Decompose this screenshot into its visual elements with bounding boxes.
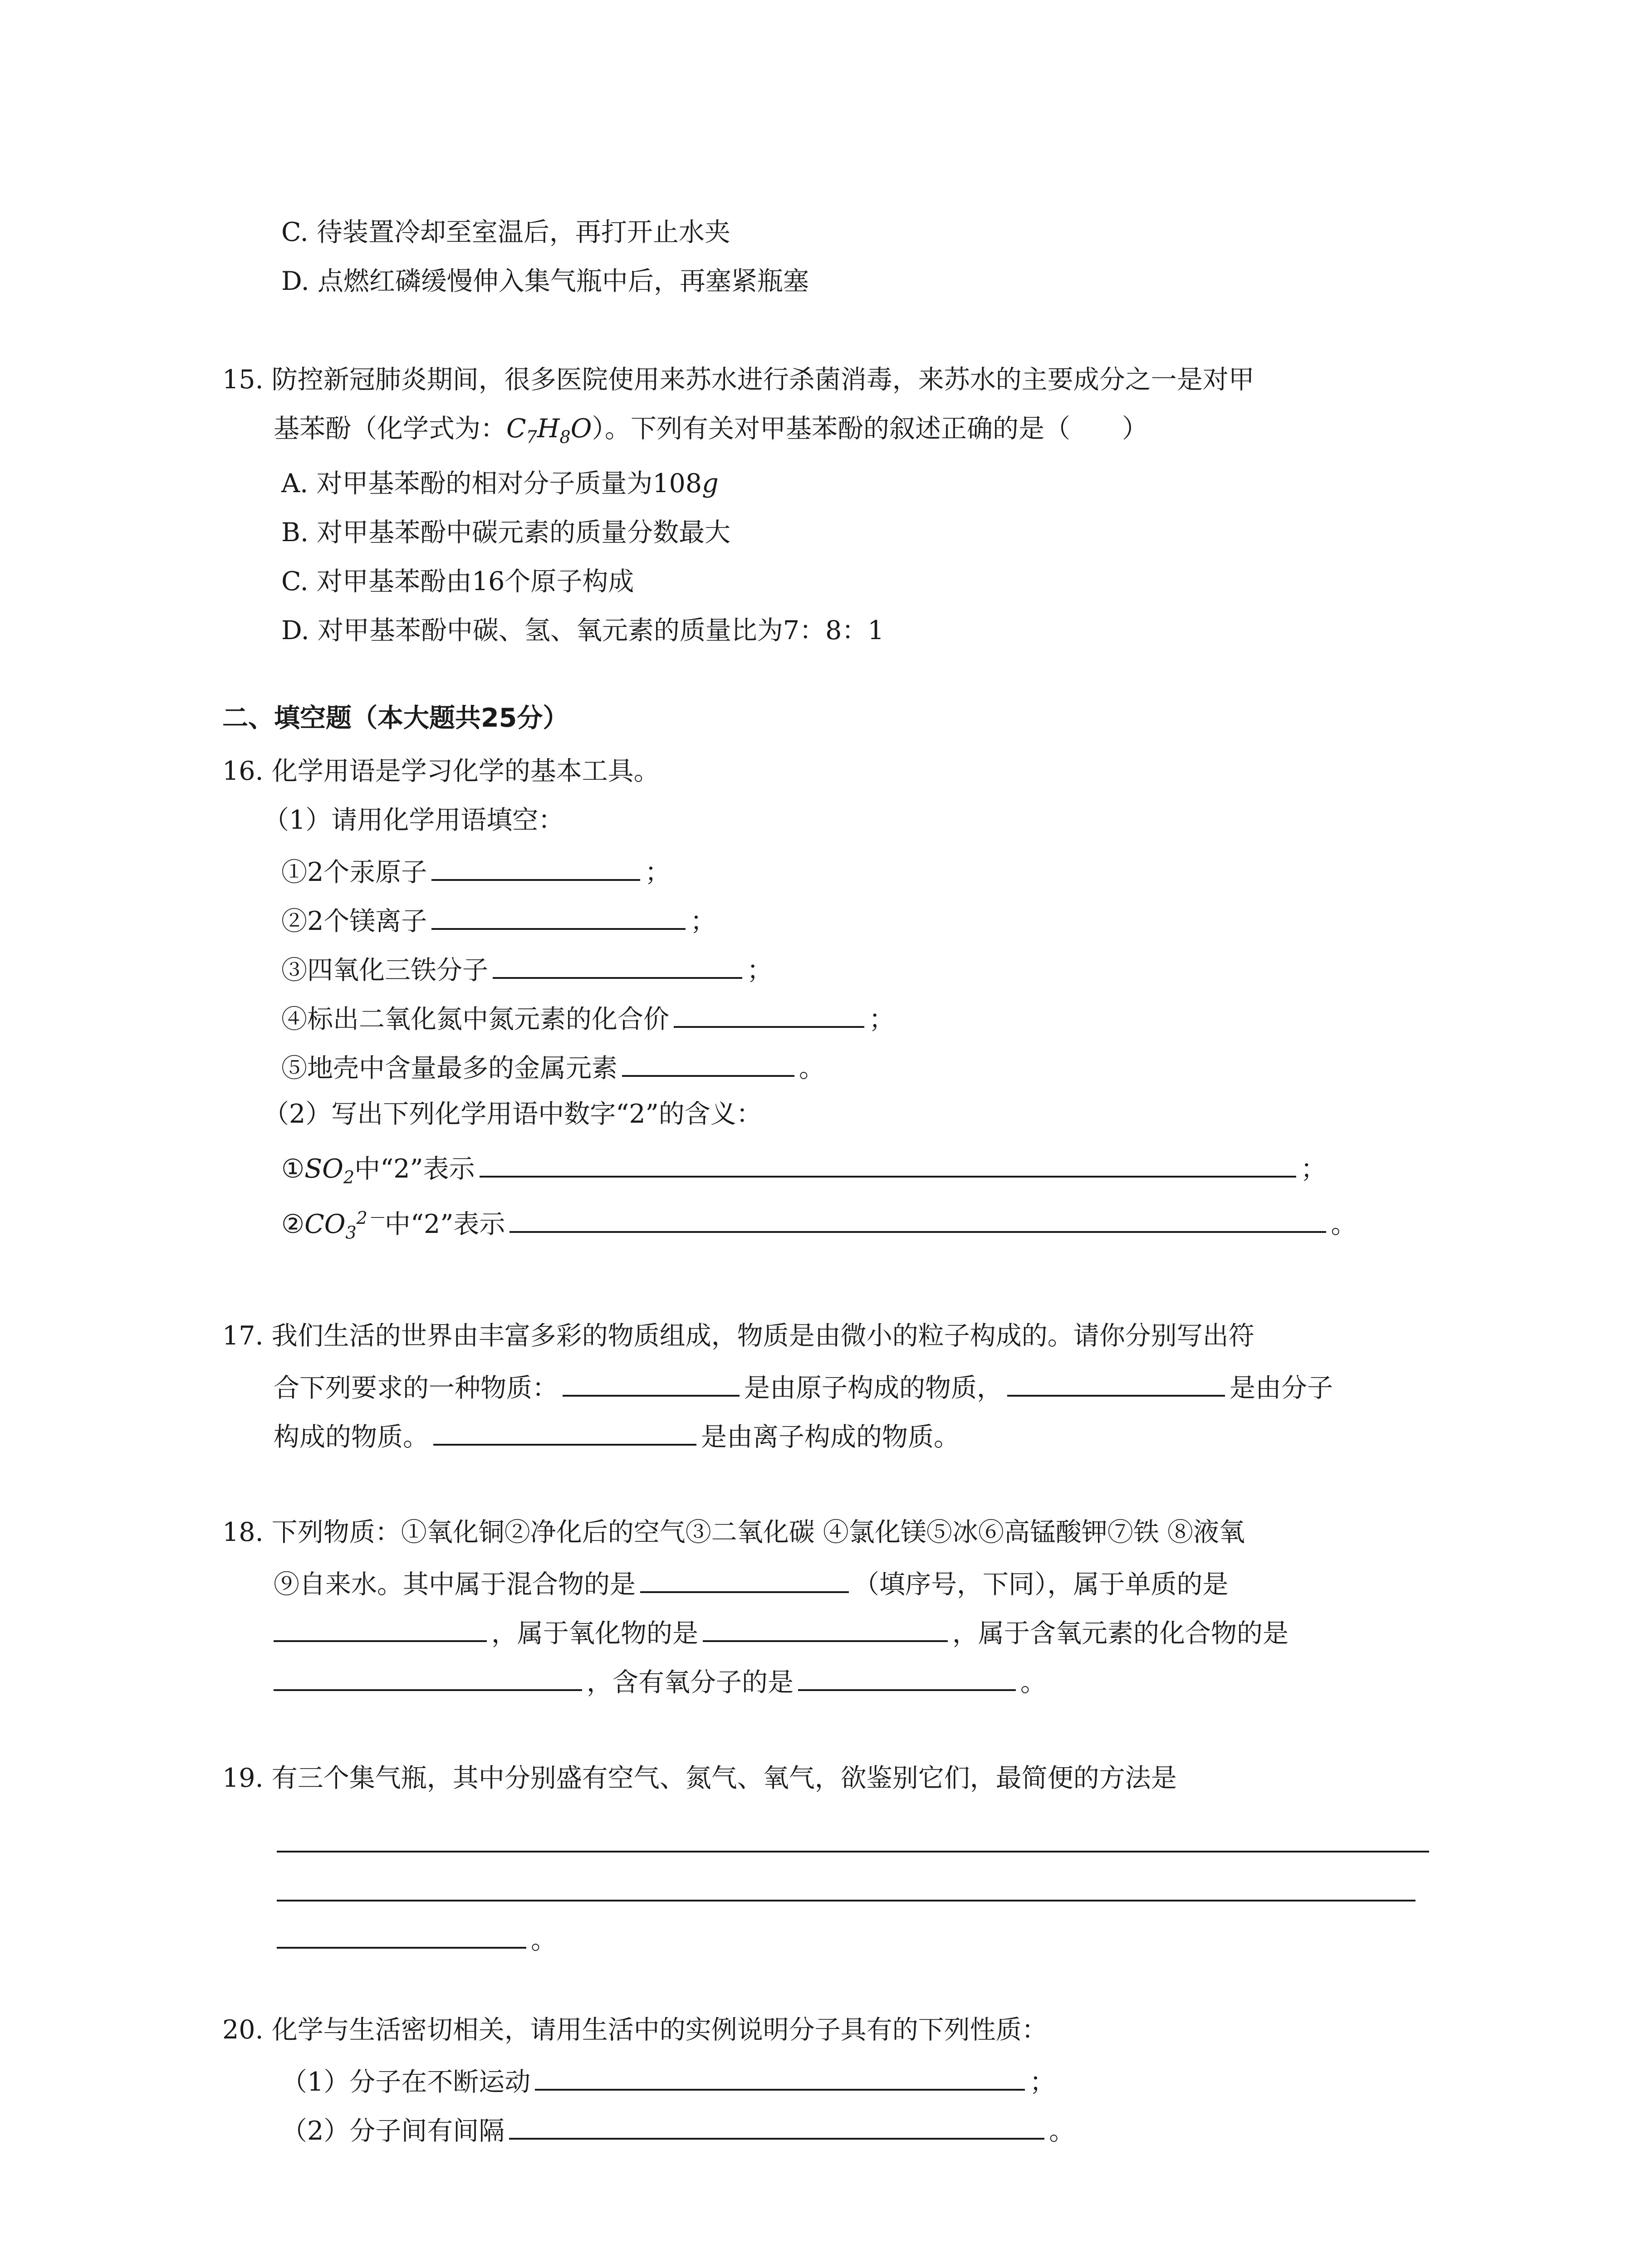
option-d: D. 点燃红磷缓慢伸入集气瓶中后，再塞紧瓶塞 (281, 266, 809, 296)
question-18-line3: ，属于氧化物的是 ，属于含氧元素的化合物的是 (274, 1612, 1288, 1652)
formula-c7h8o: $C_7H_8O$ (506, 414, 592, 447)
answer-blank[interactable] (431, 851, 640, 881)
fill-item-3: ③四氧化三铁分子 ； (281, 949, 773, 988)
option-a: A. 对甲基苯酚的相对分子质量为108g (281, 469, 719, 499)
question-18-line4: ，含有氧分子的是 。 (274, 1661, 1046, 1701)
answer-line[interactable] (277, 1900, 1416, 1901)
answer-blank[interactable] (274, 1612, 487, 1642)
answer-blank[interactable] (703, 1612, 948, 1642)
fill-item-co3: $②CO_3^{2-}$中“2”表示 。 (281, 1203, 1357, 1242)
fill-item-so2: $①SO_2$中“2”表示 ； (281, 1148, 1327, 1187)
answer-blank[interactable] (431, 900, 686, 930)
answer-blank[interactable] (674, 998, 864, 1028)
option-b: B. 对甲基苯酚中碳元素的质量分数最大 (281, 518, 731, 547)
option-d: D. 对甲基苯酚中碳、氢、氧元素的质量比为7：8：1 (281, 616, 884, 645)
question-17-line2: 合下列要求的一种物质： 是由原子构成的物质， 是由分子 (274, 1367, 1333, 1406)
question-17-line3: 构成的物质。 是由离子构成的物质。 (274, 1416, 960, 1455)
answer-blank[interactable] (277, 1919, 526, 1949)
option-c: C. 对甲基苯酚由16个原子构成 (281, 567, 634, 596)
question-20-part-1: （1）分子在不断运动 ； (281, 2061, 1055, 2100)
option-c: C. 待装置冷却至室温后，再打开止水夹 (281, 217, 730, 247)
question-18-line2: ⑨自来水。其中属于混合物的是 （填序号，下同），属于单质的是 (274, 1563, 1229, 1603)
answer-blank[interactable] (798, 1661, 1016, 1691)
formula-so2: $SO_2$ (304, 1154, 355, 1188)
question-15-stem-line2: 基苯酚（化学式为：$C_7H_8O$）。下列有关对甲基苯酚的叙述正确的是（ ） (274, 414, 1148, 447)
answer-blank[interactable] (480, 1148, 1296, 1178)
fill-item-1: ①2个汞原子 ； (281, 851, 671, 890)
part-1-label: （1）请用化学用语填空： (263, 805, 564, 835)
answer-blank[interactable] (509, 2110, 1044, 2140)
question-20-stem: 20. 化学与生活密切相关，请用生活中的实例说明分子具有的下列性质： (222, 2015, 1048, 2045)
answer-blank[interactable] (509, 1203, 1326, 1233)
answer-line[interactable] (277, 1851, 1429, 1853)
answer-blank[interactable] (640, 1563, 849, 1593)
answer-blank[interactable] (1007, 1367, 1225, 1397)
answer-blank[interactable] (493, 949, 742, 979)
question-19-line-end: 。 (277, 1919, 557, 1958)
question-15-stem: 15. 防控新冠肺炎期间，很多医院使用来苏水进行杀菌消毒，来苏水的主要成分之一是对甲 (222, 365, 1254, 395)
question-18-stem: 18. 下列物质：①氧化铜②净化后的空气③二氧化碳 ④氯化镁⑤冰⑥高锰酸钾⑦铁 ⑧液氧 (222, 1517, 1245, 1547)
section-heading: 二、填空题（本大题共25分） (222, 703, 569, 733)
part-2-label: （2）写出下列化学用语中数字“2”的含义： (263, 1099, 762, 1129)
answer-blank[interactable] (274, 1661, 582, 1691)
answer-blank[interactable] (622, 1047, 794, 1077)
answer-blank[interactable] (433, 1416, 696, 1446)
question-20-part-2: （2）分子间有间隔 。 (281, 2110, 1075, 2149)
question-17-stem: 17. 我们生活的世界由丰富多彩的物质组成，物质是由微小的粒子构成的。请你分别写出符 (222, 1321, 1254, 1351)
question-19-stem: 19. 有三个集气瓶，其中分别盛有空气、氮气、氧气，欲鉴别它们，最简便的方法是 (222, 1763, 1177, 1793)
fill-item-4: ④标出二氧化氮中氮元素的化合价 ； (281, 998, 895, 1037)
answer-blank[interactable] (535, 2061, 1025, 2091)
answer-blank[interactable] (563, 1367, 740, 1397)
fill-item-2: ②2个镁离子 ； (281, 900, 716, 939)
question-16-stem: 16. 化学用语是学习化学的基本工具。 (222, 756, 660, 786)
formula-co3: $CO_3^{2-}$ (304, 1208, 385, 1243)
fill-item-5: ⑤地壳中含量最多的金属元素 。 (281, 1047, 825, 1086)
